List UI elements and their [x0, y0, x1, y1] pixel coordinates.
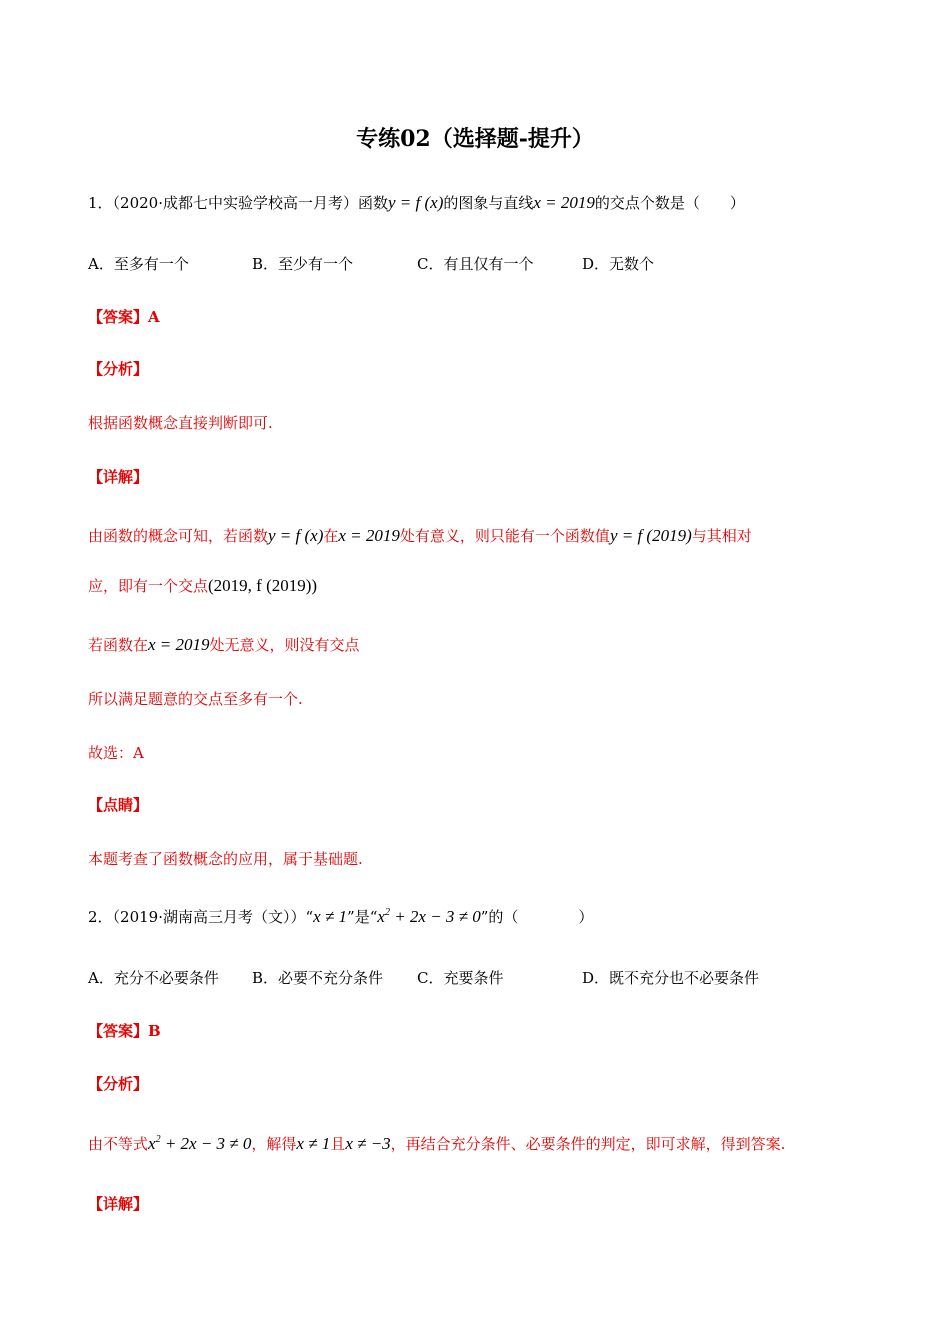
detail-line-3: 若函数在x = 2019处无意义，则没有交点: [88, 635, 360, 654]
detail-line-5: 故选：A: [88, 744, 144, 762]
answer-heading: 【答案】A: [88, 308, 160, 326]
question-1-stem: 1．（2020·成都七中实验学校高一月考）函数y = f (x)的图象与直线x = 2019的交点个数是（ ）: [88, 193, 745, 212]
analysis-text: 根据函数概念直接判断即可.: [88, 414, 273, 432]
answer-heading: 【答案】B: [88, 1022, 161, 1040]
comment-heading: 【点睛】: [88, 796, 149, 814]
detail-line-4: 所以满足题意的交点至多有一个.: [88, 690, 303, 708]
math-condition: $x^2 + 2x - 3 \ne 0$: [377, 907, 481, 926]
analysis-heading: 【分析】: [88, 1075, 149, 1093]
question-2-options: [88, 967, 868, 989]
option-a: A．充分不必要条件: [88, 969, 219, 987]
detail-heading: 【详解】: [88, 468, 149, 486]
math-inequality: $x^2 + 2x - 3 \ne 0$: [148, 1134, 252, 1153]
analysis-heading: 【分析】: [88, 360, 149, 378]
option-a: A．至多有一个: [88, 255, 189, 273]
option-b: B．必要不充分条件: [252, 969, 384, 987]
math-expression: x = 2019: [148, 635, 210, 654]
detail-line-1: 由函数的概念可知，若函数y = f (x)在x = 2019处有意义，则只能有一个函数值y = f (2019)与其相对: [88, 526, 752, 545]
math-expression: y = f (2019): [609, 526, 692, 545]
answer-value: A: [148, 308, 160, 326]
option-d: D．无数个: [582, 255, 655, 273]
question-1-options: [88, 253, 868, 275]
math-condition: x ≠ 1: [313, 907, 348, 926]
math-condition: x ≠ −3: [345, 1134, 391, 1153]
detail-line-2: 应，即有一个交点(2019, f (2019)): [88, 576, 318, 595]
math-point: (2019, f (2019)): [208, 576, 318, 595]
math-function: y = f (x): [268, 526, 324, 545]
analysis-text: 由不等式$x^2 + 2x - 3 \ne 0$，解得x ≠ 1且x ≠ −3，再结合充分条件、必要条件的判定，即可求解，得到答案.: [88, 1134, 786, 1153]
option-c: C．有且仅有一个: [417, 255, 534, 273]
math-function: y = f (x): [388, 193, 444, 212]
page-title: 专练02（选择题-提升）: [356, 126, 594, 152]
detail-heading: 【详解】: [88, 1195, 149, 1213]
option-b: B．至少有一个: [252, 255, 354, 273]
option-d: D．既不充分也不必要条件: [582, 969, 760, 987]
comment-text: 本题考查了函数概念的应用，属于基础题.: [88, 850, 363, 868]
option-c: C．充要条件: [417, 969, 504, 987]
math-line-equation: x = 2019: [533, 193, 595, 212]
math-condition: x ≠ 1: [296, 1134, 331, 1153]
answer-value: B: [148, 1022, 161, 1040]
question-2-stem: 2．（2019·湖南高三月考（文））“x ≠ 1”是“$x^2 + 2x - 3 \ne 0$”的（ ）: [88, 907, 594, 926]
math-expression: x = 2019: [338, 526, 400, 545]
